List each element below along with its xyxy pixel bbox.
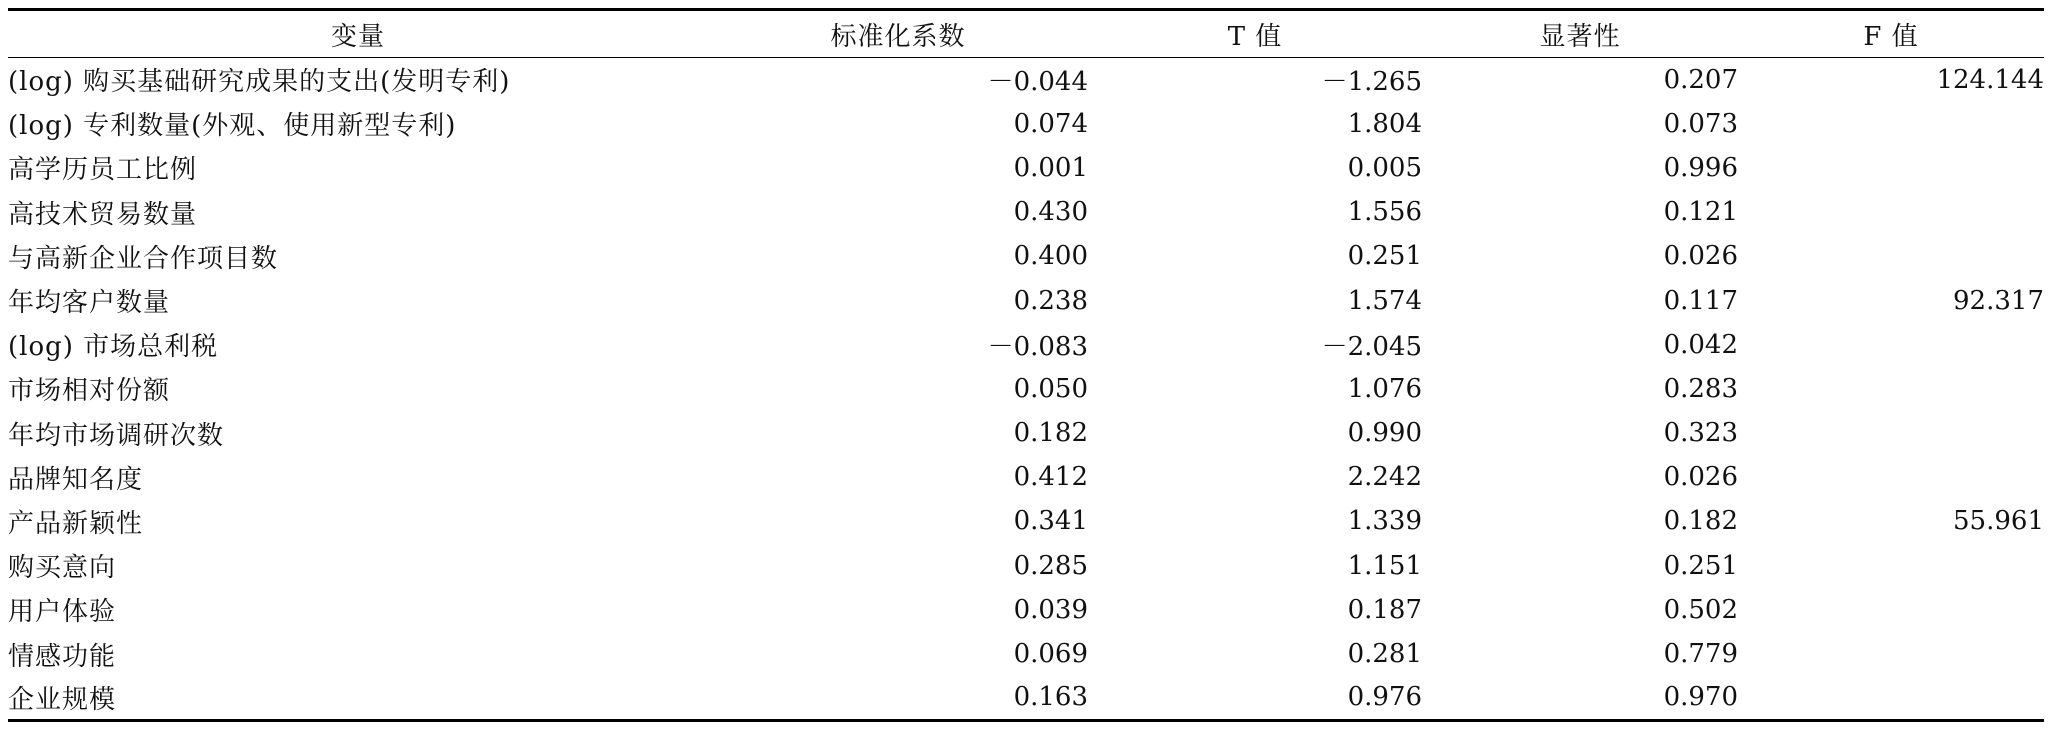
cell-f-value <box>1738 190 2044 234</box>
cell-coefficient: 0.163 <box>708 676 1088 720</box>
cell-variable: (log) 购买基础研究成果的支出(发明专利) <box>8 67 511 98</box>
table-row <box>8 190 2044 234</box>
cell-coefficient: 0.400 <box>1013 241 1088 272</box>
cell-f-value <box>1738 323 2044 367</box>
cell-coefficient: 0.050 <box>1013 373 1088 404</box>
cell-t-value: 0.251 <box>1347 241 1422 272</box>
table-row <box>8 411 2044 455</box>
table-row <box>8 234 2044 278</box>
cell-variable: (log) 专利数量(外观、使用新型专利) <box>8 111 457 142</box>
header-row <box>8 10 2044 58</box>
cell-coefficient: 0.412 <box>1013 462 1088 493</box>
cell-t-value: 0.976 <box>1088 676 1422 720</box>
cell-coefficient: 0.238 <box>1013 285 1088 316</box>
table-row <box>8 676 2044 720</box>
cell-coefficient: 0.285 <box>1013 550 1088 581</box>
header-significance: 显著性 <box>1422 10 1738 58</box>
cell-significance: 0.207 <box>1663 64 1738 95</box>
table-row <box>8 323 2044 367</box>
cell-variable: 高学历员工比例 <box>8 155 198 186</box>
cell-t-value: －1.265 <box>1321 67 1422 98</box>
cell-variable: (log) 市场总利税 <box>8 332 219 363</box>
cell-significance: 0.117 <box>1663 285 1738 316</box>
table-row <box>8 278 2044 322</box>
cell-coefficient: －0.044 <box>987 67 1088 98</box>
table-container <box>8 8 2044 722</box>
cell-significance: 0.323 <box>1663 418 1738 449</box>
cell-significance: 0.779 <box>1663 639 1738 670</box>
cell-significance: 0.996 <box>1663 152 1738 183</box>
cell-f-value <box>1738 367 2044 411</box>
cell-t-value: 1.574 <box>1347 285 1422 316</box>
cell-coefficient: －0.083 <box>987 332 1088 363</box>
cell-f-value <box>1738 455 2044 499</box>
cell-t-value: 1.151 <box>1347 550 1422 581</box>
cell-variable: 年均客户数量 <box>8 288 171 319</box>
table-body <box>8 58 2044 721</box>
cell-variable: 年均市场调研次数 <box>8 420 225 451</box>
table-row <box>8 146 2044 190</box>
cell-t-value: 0.990 <box>1347 418 1422 449</box>
table-row <box>8 632 2044 676</box>
header-f-value: F 值 <box>1738 10 2044 58</box>
cell-significance: 0.283 <box>1663 373 1738 404</box>
header-standardized-coefficient: 标准化系数 <box>708 10 1088 58</box>
cell-f-value <box>1738 676 2044 720</box>
table-row <box>8 58 2044 102</box>
cell-t-value: 0.187 <box>1347 594 1422 625</box>
cell-f-value <box>1738 146 2044 190</box>
cell-t-value: 0.281 <box>1347 639 1422 670</box>
cell-variable: 品牌知名度 <box>8 464 144 495</box>
cell-variable: 产品新颖性 <box>8 508 144 539</box>
cell-variable: 购买意向 <box>8 553 117 584</box>
table-row <box>8 367 2044 411</box>
cell-significance: 0.073 <box>1663 108 1738 139</box>
cell-f-value: 55.961 <box>1953 506 2044 537</box>
cell-f-value <box>1738 411 2044 455</box>
table-row <box>8 544 2044 588</box>
cell-variable: 市场相对份额 <box>8 376 171 407</box>
cell-variable: 情感功能 <box>8 641 117 672</box>
cell-coefficient: 0.001 <box>1013 152 1088 183</box>
cell-t-value: 1.339 <box>1347 506 1422 537</box>
cell-t-value: 2.242 <box>1347 462 1422 493</box>
cell-significance: 0.026 <box>1663 241 1738 272</box>
cell-variable: 与高新企业合作项目数 <box>8 243 279 274</box>
header-t-value: T 值 <box>1088 10 1422 58</box>
cell-coefficient: 0.039 <box>1013 594 1088 625</box>
cell-coefficient: 0.069 <box>1013 639 1088 670</box>
table-row <box>8 588 2044 632</box>
cell-f-value <box>1738 544 2044 588</box>
header-variable: 变量 <box>8 10 708 58</box>
cell-significance: 0.042 <box>1663 329 1738 360</box>
table-row <box>8 455 2044 499</box>
regression-table <box>8 8 2044 722</box>
cell-significance: 0.502 <box>1663 594 1738 625</box>
cell-f-value <box>1738 588 2044 632</box>
cell-coefficient: 0.074 <box>1013 108 1088 139</box>
cell-significance: 0.970 <box>1422 676 1738 720</box>
cell-significance: 0.251 <box>1663 550 1738 581</box>
cell-variable: 企业规模 <box>8 676 708 720</box>
cell-significance: 0.026 <box>1663 462 1738 493</box>
cell-t-value: 1.076 <box>1347 373 1422 404</box>
cell-significance: 0.182 <box>1663 506 1738 537</box>
table-row <box>8 499 2044 543</box>
cell-coefficient: 0.430 <box>1013 197 1088 228</box>
cell-t-value: －2.045 <box>1321 332 1422 363</box>
cell-f-value: 124.144 <box>1936 64 2044 95</box>
table-header <box>8 10 2044 58</box>
cell-coefficient: 0.182 <box>1013 418 1088 449</box>
cell-f-value <box>1738 102 2044 146</box>
cell-f-value <box>1738 234 2044 278</box>
cell-variable: 高技术贸易数量 <box>8 199 198 230</box>
cell-f-value: 92.317 <box>1953 285 2044 316</box>
cell-coefficient: 0.341 <box>1013 506 1088 537</box>
cell-t-value: 1.804 <box>1347 108 1422 139</box>
cell-f-value <box>1738 632 2044 676</box>
table-row <box>8 102 2044 146</box>
cell-variable: 用户体验 <box>8 597 117 628</box>
cell-t-value: 1.556 <box>1347 197 1422 228</box>
cell-significance: 0.121 <box>1663 197 1738 228</box>
cell-t-value: 0.005 <box>1347 152 1422 183</box>
